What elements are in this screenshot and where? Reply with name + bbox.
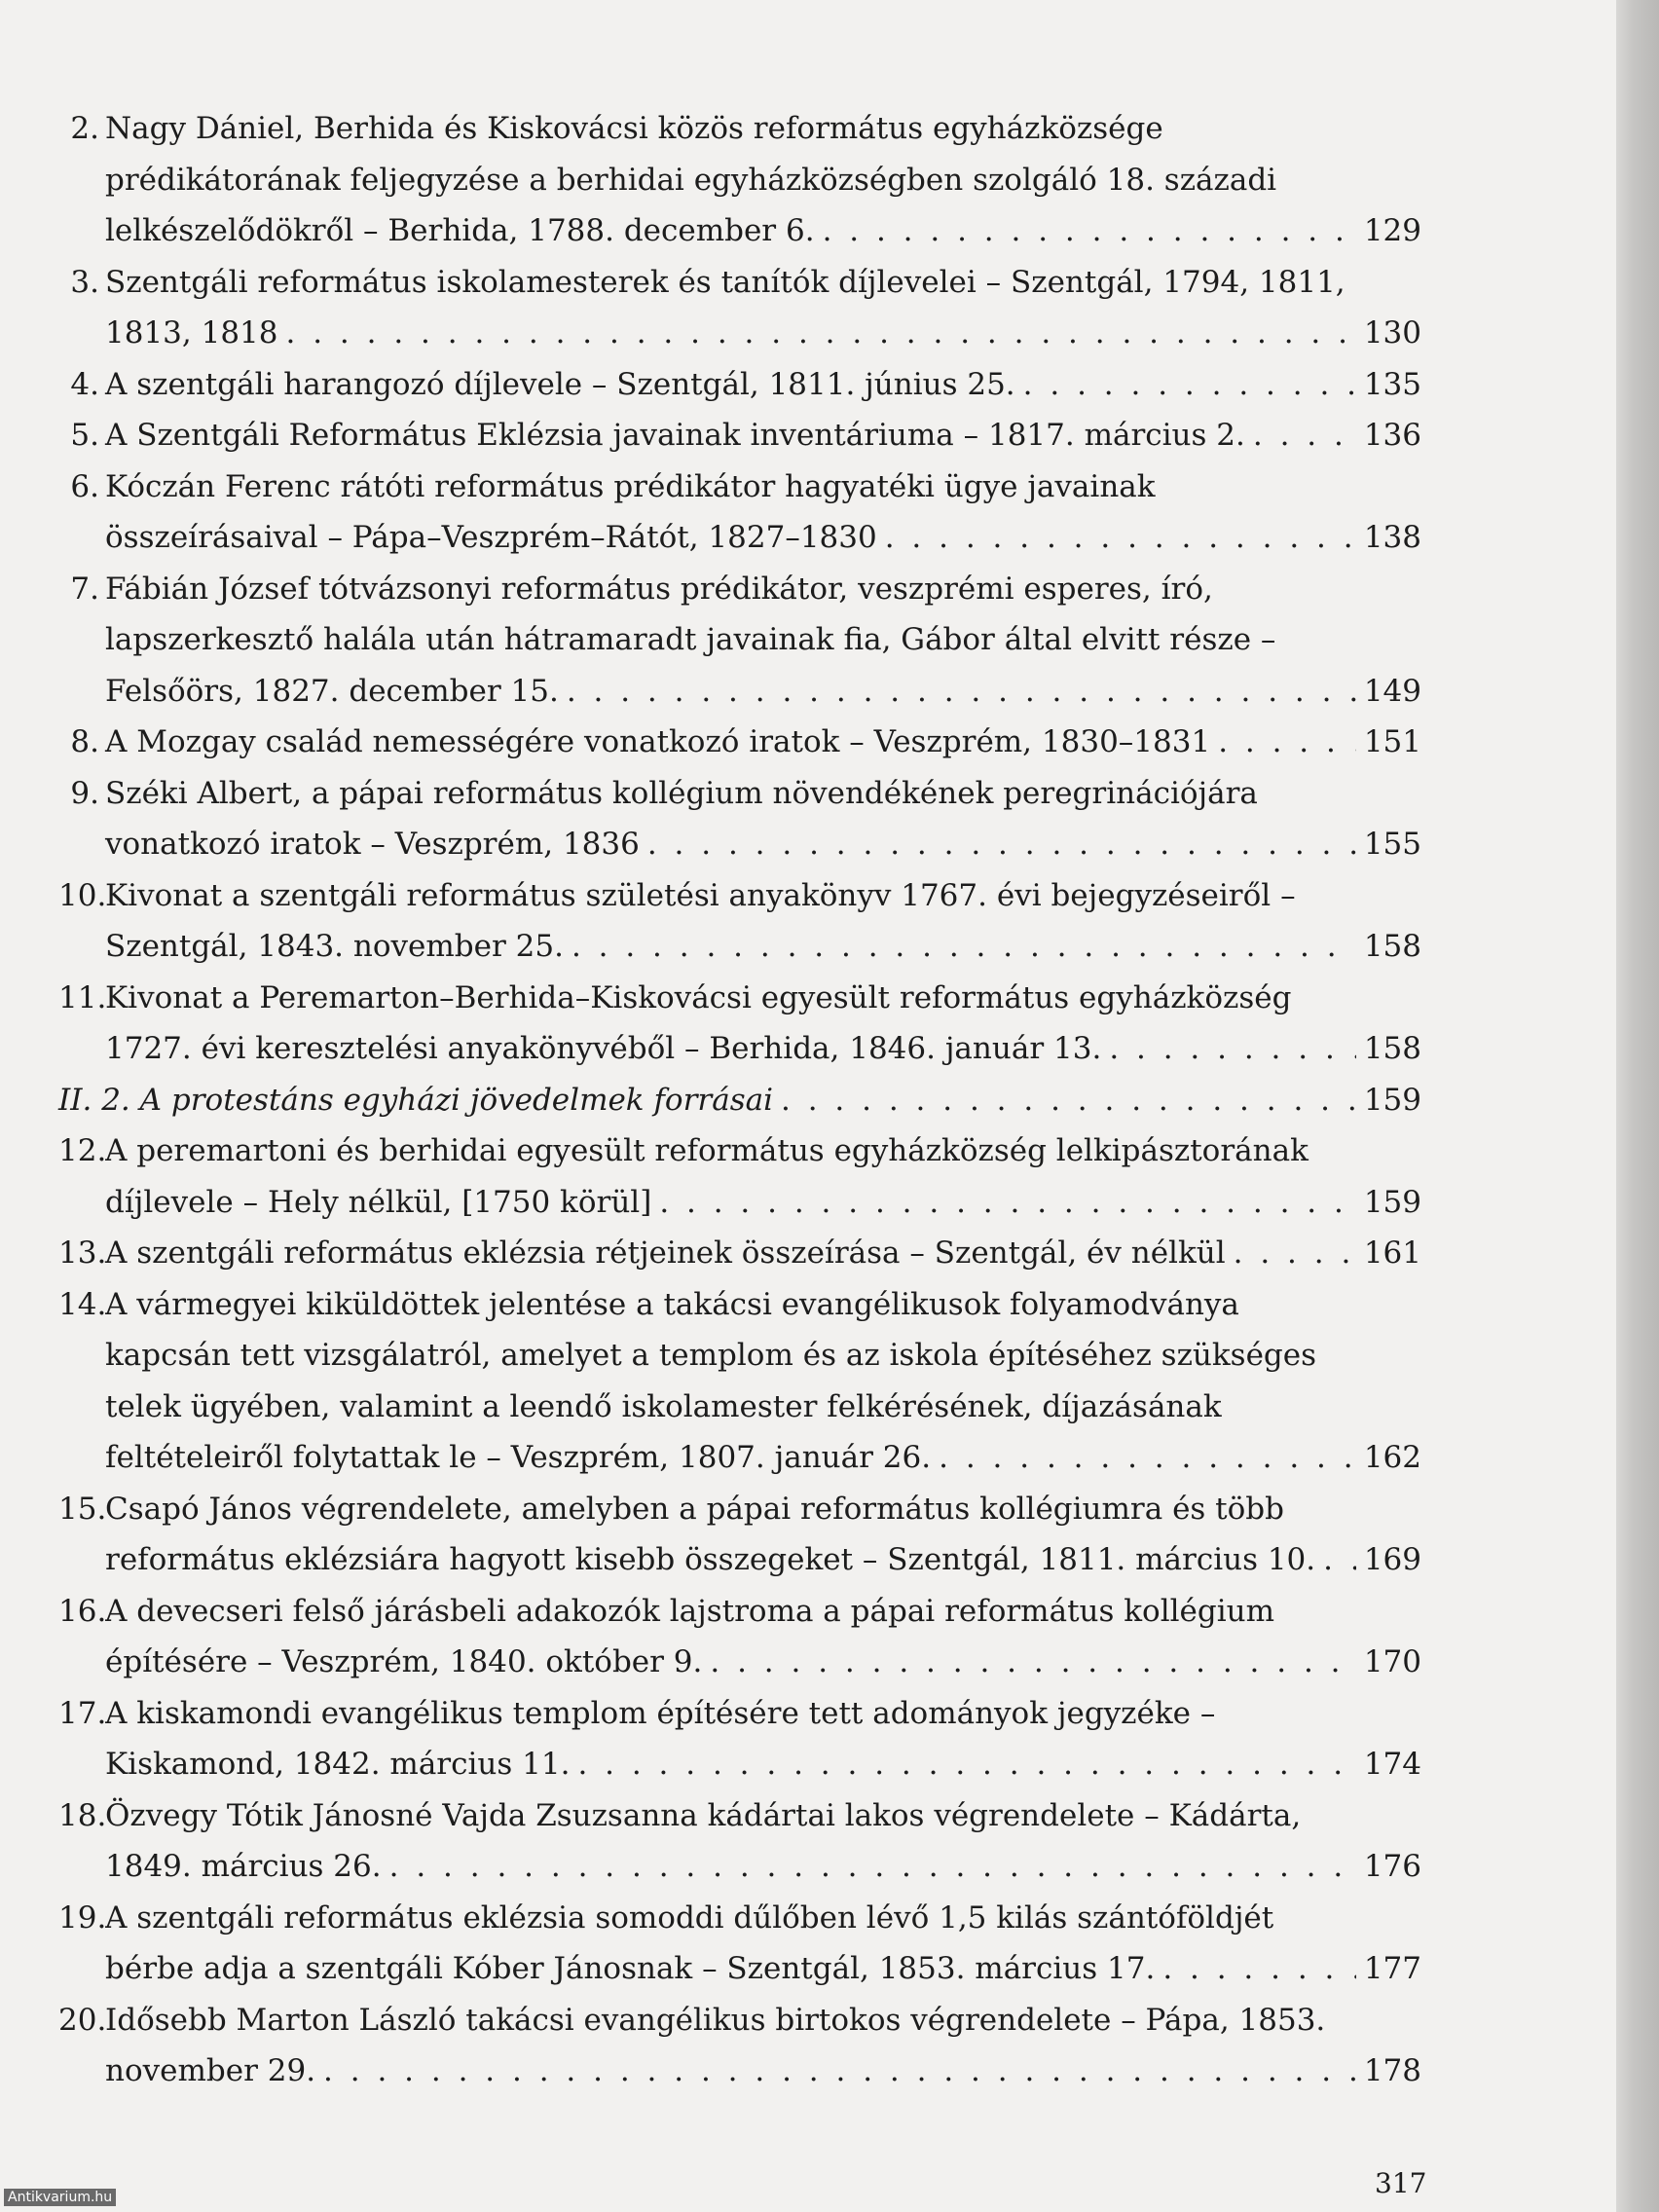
entry-line: Idősebb Marton László takácsi evangélikus birtokos végrendelete – Pápa, 1853. bbox=[105, 2002, 1326, 2038]
entry-final-line bbox=[105, 666, 1421, 718]
entry-final-line bbox=[105, 1228, 1421, 1279]
entry-page-number: 176 bbox=[1363, 1849, 1421, 1884]
entry-title-end: református eklézsiára hagyott kisebb összegeket – Szentgál, 1811. március 10. bbox=[105, 1542, 1316, 1577]
entry-final-line bbox=[105, 410, 1421, 461]
dot-leader bbox=[823, 205, 1356, 257]
dot-leader bbox=[885, 512, 1356, 564]
entry-page-number: 170 bbox=[1363, 1644, 1421, 1679]
toc-entry bbox=[58, 1586, 1421, 1688]
toc-entry bbox=[58, 1995, 1421, 2097]
entry-title-end: Felsőörs, 1827. december 15. bbox=[105, 673, 559, 709]
entry-title-end: A Mozgay család nemességére vonatkozó iratok – Veszprém, 1830–1831 bbox=[105, 724, 1211, 759]
entry-number: 7. bbox=[70, 571, 99, 607]
dot-leader bbox=[1253, 410, 1356, 461]
entry-line: Kivonat a Peremarton–Berhida–Kiskovácsi egyesült református egyházközség bbox=[105, 979, 1292, 1015]
dot-leader bbox=[571, 921, 1356, 973]
dot-leader bbox=[710, 1637, 1355, 1688]
toc-entry bbox=[58, 973, 1421, 1075]
entry-final-line bbox=[105, 1432, 1421, 1484]
dot-leader bbox=[781, 1075, 1356, 1126]
entry-final-line bbox=[105, 1534, 1421, 1586]
entry-title-end: A szentgáli református eklézsia rétjeinek összeírása – Szentgál, év nélkül bbox=[105, 1235, 1226, 1271]
entry-line: Széki Albert, a pápai református kollégium növendékének peregrinációjára bbox=[105, 775, 1258, 811]
entry-number: 10. bbox=[58, 877, 107, 913]
toc-entry bbox=[58, 1893, 1421, 1995]
entry-line: A szentgáli református eklézsia somoddi dűlőben lévő 1,5 kilás szántóföldjét bbox=[105, 1899, 1274, 1936]
page-number: 317 bbox=[1375, 2167, 1427, 2199]
toc-entry bbox=[58, 1688, 1421, 1790]
entry-number: 15. bbox=[58, 1491, 107, 1527]
entry-page-number: 174 bbox=[1363, 1747, 1421, 1782]
entry-final-line bbox=[105, 308, 1421, 359]
entry-number: 4. bbox=[70, 366, 99, 402]
entry-title-end: bérbe adja a szentgáli Kóber Jánosnak – Szentgál, 1853. március 17. bbox=[105, 1951, 1156, 1986]
toc-entry bbox=[58, 359, 1421, 411]
entry-title-end: lelkészelődökről – Berhida, 1788. december 6. bbox=[105, 213, 815, 248]
entry-title-end: építésére – Veszprém, 1840. október 9. bbox=[105, 1644, 703, 1679]
entry-final-line bbox=[105, 1177, 1421, 1229]
entry-page-number: 159 bbox=[1363, 1184, 1421, 1220]
entry-line: Nagy Dániel, Berhida és Kiskovácsi közös református egyházközsége bbox=[105, 111, 1163, 146]
table-of-contents bbox=[58, 103, 1421, 2097]
dot-leader bbox=[1109, 1023, 1356, 1075]
entry-number: 20. bbox=[58, 2002, 107, 2038]
entry-number: 8. bbox=[70, 724, 99, 759]
entry-page-number: 158 bbox=[1363, 929, 1421, 964]
entry-title-end: november 29. bbox=[105, 2053, 316, 2088]
toc-entry bbox=[58, 461, 1421, 564]
toc-entry bbox=[58, 103, 1421, 257]
dot-leader bbox=[1162, 1943, 1356, 1995]
entry-title-end: 1813, 1818 bbox=[105, 315, 278, 350]
entry-title-end: összeírásaival – Pápa–Veszprém–Rátót, 1827–1830 bbox=[105, 520, 877, 555]
entry-line: Kivonat a szentgáli református születési anyakönyv 1767. évi bejegyzéseiről – bbox=[105, 877, 1296, 913]
entry-final-line bbox=[105, 819, 1421, 870]
toc-entry bbox=[58, 1279, 1421, 1484]
entry-line: Kóczán Ferenc rátóti református prédikátor hagyatéki ügye javainak bbox=[105, 468, 1156, 504]
entry-page-number: 155 bbox=[1363, 827, 1421, 862]
entry-title-end: A szentgáli harangozó díjlevele – Szentgál, 1811. június 25. bbox=[105, 366, 1015, 402]
toc-entry bbox=[58, 1484, 1421, 1586]
entry-line: prédikátorának feljegyzése a berhidai egyházközségben szolgáló 18. századi bbox=[105, 162, 1277, 198]
entry-line: A kiskamondi evangélikus templom építésére tett adományok jegyzéke – bbox=[105, 1695, 1216, 1731]
page-edge bbox=[1616, 0, 1659, 2212]
entry-title-end: A Szentgáli Református Eklézsia javainak inventáriuma – 1817. március 2. bbox=[105, 418, 1245, 453]
dot-leader bbox=[659, 1177, 1356, 1229]
entry-final-line bbox=[105, 1943, 1421, 1995]
entry-page-number: 130 bbox=[1363, 315, 1421, 350]
entry-line: Fábián József tótvázsonyi református prédikátor, veszprémi esperes, író, bbox=[105, 571, 1213, 607]
entry-line: telek ügyében, valamint a leendő iskolamester felkérésének, díjazásának bbox=[105, 1388, 1222, 1424]
entry-title-end: Szentgál, 1843. november 25. bbox=[105, 929, 564, 964]
dot-leader bbox=[939, 1432, 1356, 1484]
dot-leader bbox=[567, 666, 1356, 718]
entry-number: 3. bbox=[70, 264, 99, 300]
entry-title-end: feltételeiről folytattak le – Veszprém, 1807. január 26. bbox=[105, 1440, 932, 1475]
entry-page-number: 169 bbox=[1363, 1542, 1421, 1577]
entry-page-number: 161 bbox=[1363, 1235, 1421, 1271]
entry-page-number: 178 bbox=[1363, 2053, 1421, 2088]
entry-final-line bbox=[105, 1637, 1421, 1688]
entry-number: 18. bbox=[58, 1797, 107, 1833]
entry-final-line bbox=[105, 205, 1421, 257]
toc-entry bbox=[58, 1125, 1421, 1228]
toc-entry bbox=[58, 1228, 1421, 1279]
entry-line: kapcsán tett vizsgálatról, amelyet a templom és az iskola építéséhez szükséges bbox=[105, 1338, 1317, 1373]
entry-number: 16. bbox=[58, 1593, 107, 1629]
entry-number: 12. bbox=[58, 1133, 107, 1168]
dot-leader bbox=[323, 2046, 1356, 2097]
entry-final-line bbox=[105, 1841, 1421, 1893]
dot-leader bbox=[1323, 1534, 1356, 1586]
dot-leader bbox=[286, 308, 1356, 359]
entry-line: A vármegyei kiküldöttek jelentése a takácsi evangélikusok folyamodványa bbox=[105, 1286, 1239, 1322]
entry-line: Özvegy Tótik Jánosné Vajda Zsuzsanna kádártai lakos végrendelete – Kádárta, bbox=[105, 1797, 1302, 1833]
entry-final-line bbox=[105, 2046, 1421, 2097]
entry-title-end: vonatkozó iratok – Veszprém, 1836 bbox=[105, 827, 640, 862]
entry-number: 19. bbox=[58, 1899, 107, 1936]
entry-final-line bbox=[105, 921, 1421, 973]
dot-leader bbox=[1218, 717, 1356, 768]
entry-final-line bbox=[105, 1739, 1421, 1790]
toc-entry bbox=[58, 870, 1421, 973]
entry-title-end: 1849. március 26. bbox=[105, 1849, 382, 1884]
entry-page-number: 138 bbox=[1363, 520, 1421, 555]
toc-entry bbox=[58, 410, 1421, 461]
entry-title-end: Kiskamond, 1842. március 11. bbox=[105, 1747, 571, 1782]
toc-entry bbox=[58, 717, 1421, 768]
toc-entry bbox=[58, 768, 1421, 870]
entry-page-number: 136 bbox=[1363, 418, 1421, 453]
dot-leader bbox=[577, 1739, 1355, 1790]
entry-page-number: 135 bbox=[1363, 366, 1421, 402]
entry-page-number: 129 bbox=[1363, 213, 1421, 248]
entry-number: 2. bbox=[70, 111, 99, 146]
entry-line: A devecseri felső járásbeli adakozók lajstroma a pápai református kollégium bbox=[105, 1593, 1274, 1629]
toc-entry bbox=[58, 1075, 1421, 1126]
entry-page-number: 162 bbox=[1363, 1440, 1421, 1475]
entry-page-number: 158 bbox=[1363, 1031, 1421, 1066]
toc-entry bbox=[58, 1790, 1421, 1893]
entry-number: 13. bbox=[58, 1235, 107, 1271]
entry-line: lapszerkesztő halála után hátramaradt javainak fia, Gábor által elvitt része – bbox=[105, 622, 1276, 657]
entry-page-number: 151 bbox=[1363, 724, 1421, 759]
entry-title-end: díjlevele – Hely nélkül, [1750 körül] bbox=[105, 1184, 652, 1220]
toc-entry bbox=[58, 564, 1421, 718]
entry-number: 17. bbox=[58, 1695, 107, 1731]
dot-leader bbox=[389, 1841, 1356, 1893]
entry-final-line bbox=[105, 512, 1421, 564]
entry-number: 9. bbox=[70, 775, 99, 811]
entry-page-number: 159 bbox=[1363, 1082, 1421, 1118]
entry-final-line bbox=[105, 717, 1421, 768]
entry-title-end: 1727. évi keresztelési anyakönyvéből – Berhida, 1846. január 13. bbox=[105, 1031, 1102, 1066]
toc-entry bbox=[58, 257, 1421, 359]
entry-number: 6. bbox=[70, 468, 99, 504]
dot-leader bbox=[647, 819, 1356, 870]
dot-leader bbox=[1023, 359, 1356, 411]
entry-number: 11. bbox=[58, 979, 107, 1015]
entry-title-end: II. 2. A protestáns egyházi jövedelmek forrásai bbox=[58, 1082, 774, 1118]
entry-final-line bbox=[58, 1075, 1421, 1126]
entry-final-line bbox=[105, 1023, 1421, 1075]
watermark: Antikvarium.hu bbox=[4, 2189, 116, 2206]
entry-line: A peremartoni és berhidai egyesült református egyházközség lelkipásztorának bbox=[105, 1133, 1309, 1168]
entry-page-number: 149 bbox=[1363, 673, 1421, 709]
entry-line: Csapó János végrendelete, amelyben a pápai református kollégiumra és több bbox=[105, 1491, 1284, 1527]
entry-line: Szentgáli református iskolamesterek és tanítók díjlevelei – Szentgál, 1794, 1811, bbox=[105, 264, 1346, 300]
dot-leader bbox=[1234, 1228, 1356, 1279]
entry-number: 5. bbox=[70, 418, 99, 453]
entry-final-line bbox=[105, 359, 1421, 411]
entry-page-number: 177 bbox=[1363, 1951, 1421, 1986]
entry-number: 14. bbox=[58, 1286, 107, 1322]
